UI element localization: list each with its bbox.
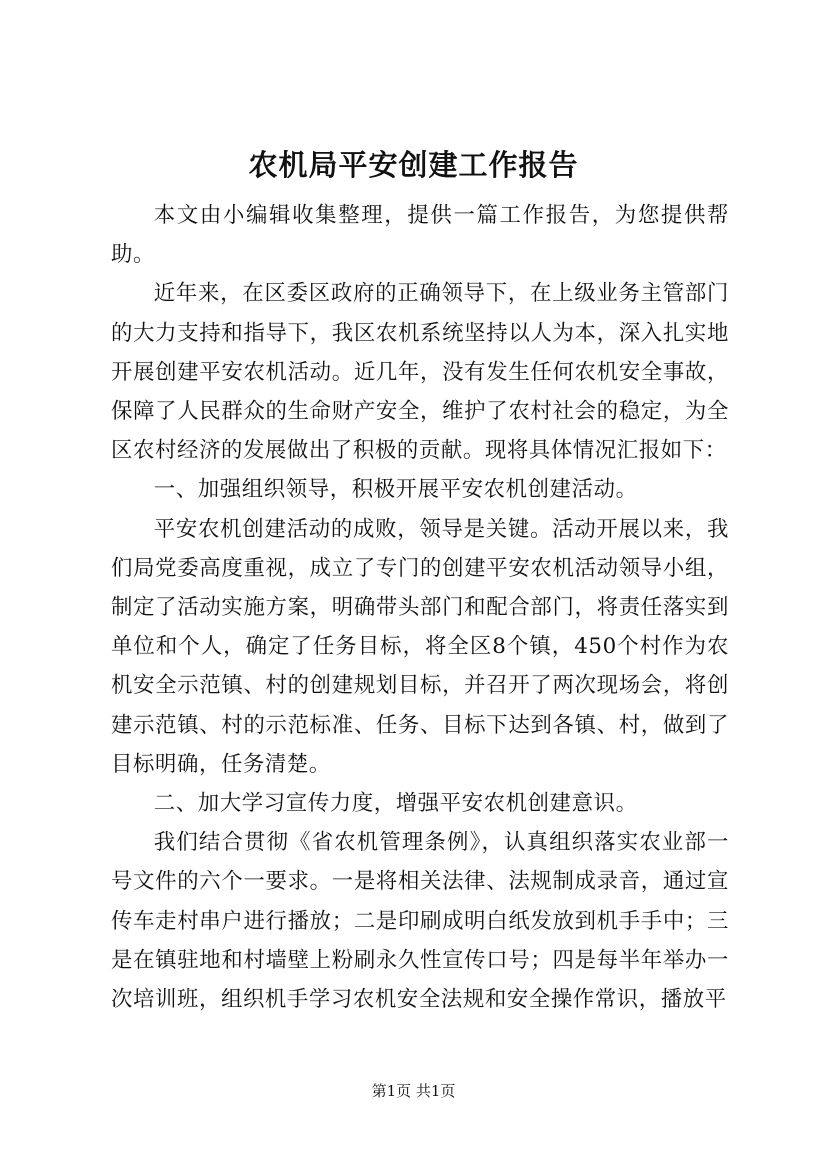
paragraph-intro: 本文由小编辑收集整理，提供一篇工作报告，为您提供帮助。 — [111, 203, 729, 268]
document-title: 农机局平安创建工作报告 — [248, 148, 579, 182]
page-footer: 第1页 共1页 — [371, 1082, 456, 1100]
section-heading-1: 一、加强组织领导，积极开展平安农机创建活动。 — [153, 477, 638, 503]
paragraph-section-1: 平安农机创建活动的成败，领导是关键。活动开展以来，我们局党委高度重视，成立了专门的创建平安农机活动领导小组，制定了活动实施方案，明确带头部门和配合部门，将责任落实到单位和个人，确定了任务目标，将全区8个镇，450个村作为农机安全示范镇、村的创建规划目标，并召开了两次现场会，将创建示范镇、村的示范标准、任务、目标下达到各镇、村，做到了目标明确，任务清楚。 — [111, 516, 729, 777]
section-heading-2: 二、加大学习宣传力度，增强平安农机创建意识。 — [153, 791, 638, 817]
paragraph-section-2: 我们结合贯彻《省农机管理条例》，认真组织落实农业部一号文件的六个一要求。一是将相关法律、法规制成录音，通过宣传车走村串户进行播放；二是印刷成明白纸发放到机手手中；三是在镇驻地和村墙壁上粉刷永久性宣传口号；四是每半年举办一次培训班，组织机手学习农机安全法规和安全操作常识，播放平 — [111, 830, 729, 1013]
paragraph-overview: 近年来，在区委区政府的正确领导下，在上级业务主管部门的大力支持和指导下，我区农机系统坚持以人为本，深入扎实地开展创建平安农机活动。近几年，没有发生任何农机安全事故，保障了人民群众的生命财产安全，维护了农村社会的稳定，为全区农村经济的发展做出了积极的贡献。现将具体情况汇报如下： — [111, 281, 729, 464]
document-body — [111, 196, 729, 1019]
